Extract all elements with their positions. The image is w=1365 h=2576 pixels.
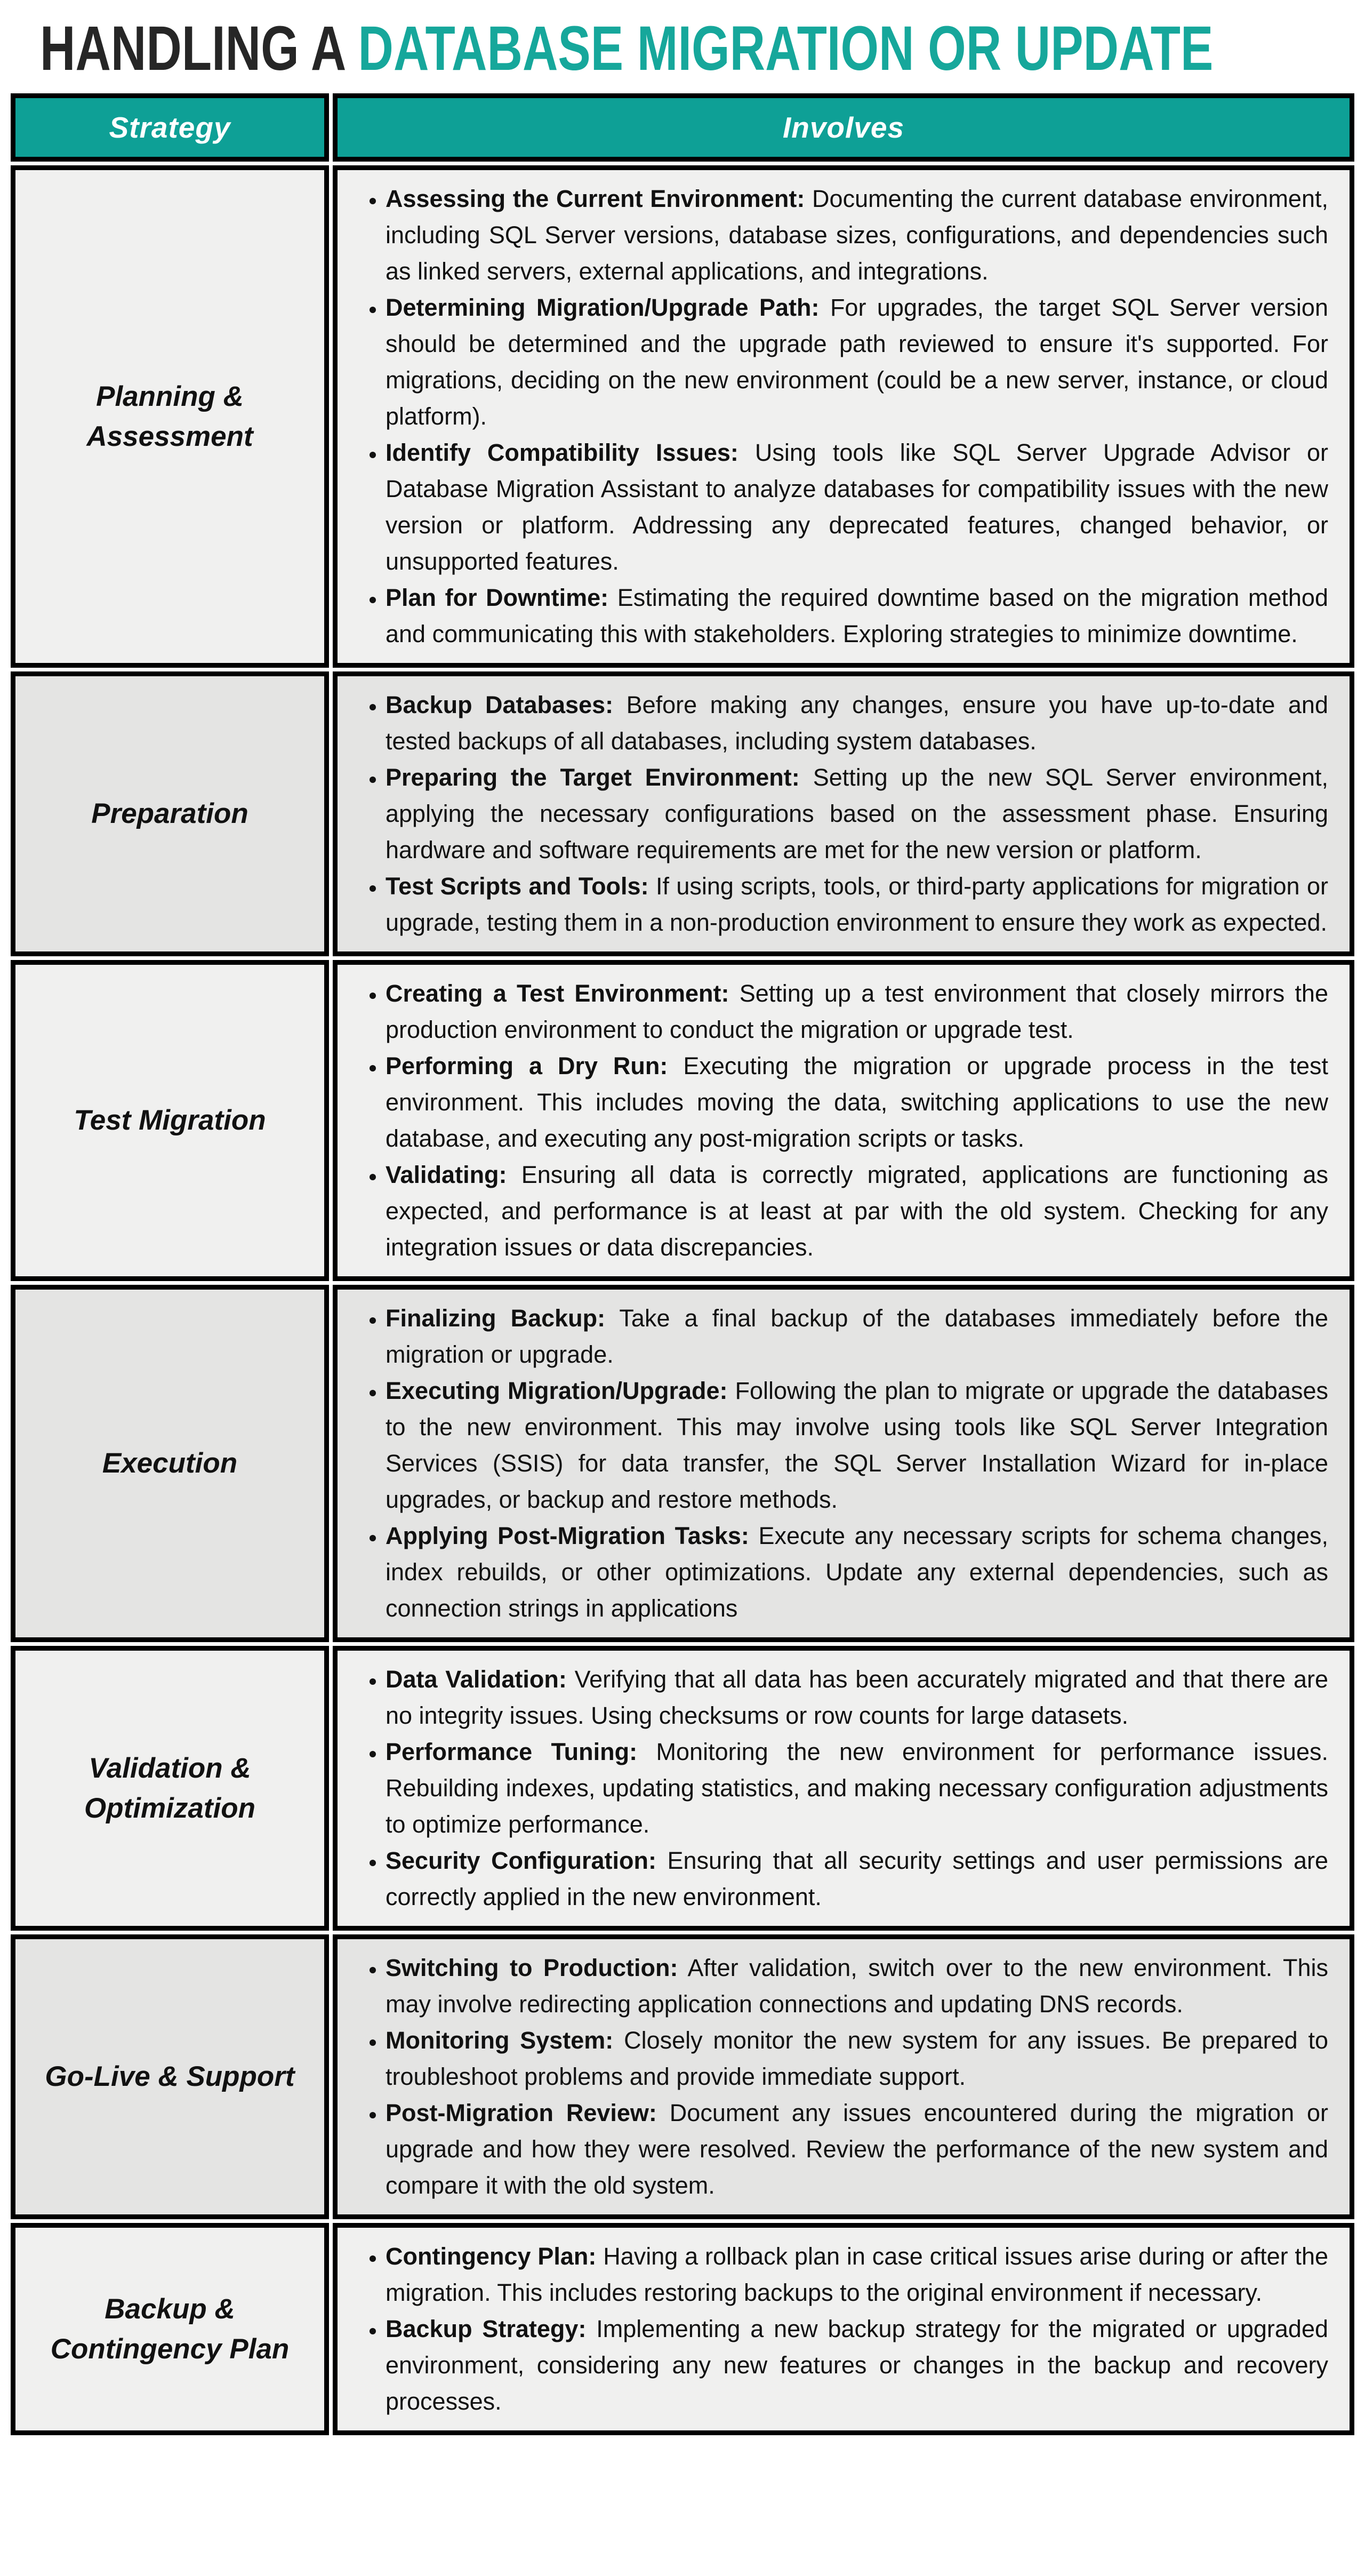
item-text: Ensuring all data is correctly migrated, applications are functioning as expected, and performance is at least at par with the old system. Checking for any integration issues or data discrepancies. bbox=[386, 1161, 1328, 1261]
table-row-execution bbox=[11, 1285, 1354, 1642]
involves-cell bbox=[333, 671, 1354, 956]
item-label: Preparing the Target Environment: bbox=[386, 763, 800, 791]
list-item bbox=[386, 1373, 1328, 1518]
column-header-strategy: Strategy bbox=[11, 93, 329, 162]
strategy-cell: Preparation bbox=[11, 671, 329, 956]
involves-list bbox=[352, 2238, 1328, 2420]
item-label: Plan for Downtime: bbox=[386, 583, 609, 611]
list-item bbox=[386, 2022, 1328, 2095]
strategy-cell: Go-Live & Support bbox=[11, 1934, 329, 2219]
column-header-involves: Involves bbox=[333, 93, 1354, 162]
list-item bbox=[386, 1734, 1328, 1843]
item-text: Estimating the required downtime based on the migration method and communicating this with stakeholders. Exploring strategies to minimize downtime. bbox=[386, 583, 1328, 647]
strategy-cell: Backup & Contingency Plan bbox=[11, 2223, 329, 2435]
involves-cell bbox=[333, 1934, 1354, 2219]
item-label: Performing a Dry Run: bbox=[386, 1052, 668, 1079]
strategy-cell: Test Migration bbox=[11, 960, 329, 1281]
item-text: Implementing a new backup strategy for the migrated or upgraded environment, considering any new features or changes in the backup and recovery processes. bbox=[386, 2315, 1328, 2415]
page-title-highlight: DATABASE MIGRATION OR UPDATE bbox=[358, 13, 1214, 84]
strategy-cell: Execution bbox=[11, 1285, 329, 1642]
involves-list bbox=[352, 975, 1328, 1266]
item-text: Take a final backup of the databases immediately before the migration or upgrade. bbox=[386, 1304, 1328, 1368]
involves-cell bbox=[333, 165, 1354, 668]
item-label: Identify Compatibility Issues: bbox=[386, 438, 738, 466]
item-text: Setting up a test environment that closely mirrors the production environment to conduct the migration or upgrade test. bbox=[386, 979, 1328, 1043]
list-item bbox=[386, 1048, 1328, 1157]
item-text: Using tools like SQL Server Upgrade Advisor or Database Migration Assistant to analyze databases for compatibility issues with the new version or platform. Addressing any deprecated features, changed behavior, or unsupported features. bbox=[386, 438, 1328, 575]
involves-list bbox=[352, 1661, 1328, 1915]
list-item bbox=[386, 868, 1328, 941]
item-label: Test Scripts and Tools: bbox=[386, 872, 649, 900]
list-item bbox=[386, 181, 1328, 290]
item-label: Finalizing Backup: bbox=[386, 1304, 606, 1332]
table-row-planning-assessment bbox=[11, 165, 1354, 668]
list-item bbox=[386, 759, 1328, 868]
list-item bbox=[386, 2311, 1328, 2420]
list-item bbox=[386, 1518, 1328, 1627]
item-text: After validation, switch over to the new environment. This may involve redirecting application connections and updating DNS records. bbox=[386, 1954, 1328, 2018]
list-item bbox=[386, 1661, 1328, 1734]
page-title-prefix: HANDLING A bbox=[40, 13, 358, 84]
item-label: Post-Migration Review: bbox=[386, 2099, 657, 2126]
item-text: Following the plan to migrate or upgrade the databases to the new environment. This may involve using tools like SQL Server Integration Services (SSIS) for data transfer, the SQL Server Installation Wizard for in-place upgrades, or backup and restore methods. bbox=[386, 1377, 1328, 1513]
item-text: Before making any changes, ensure you have up-to-date and tested backups of all databases, including system databases. bbox=[386, 691, 1328, 755]
list-item bbox=[386, 1157, 1328, 1266]
list-item bbox=[386, 2095, 1328, 2204]
involves-cell bbox=[333, 1646, 1354, 1931]
item-label: Data Validation: bbox=[386, 1665, 567, 1693]
item-text: Having a rollback plan in case critical issues arise during or after the migration. This includes restoring backups to the original environment if necessary. bbox=[386, 2242, 1328, 2306]
item-label: Applying Post-Migration Tasks: bbox=[386, 1522, 749, 1549]
table-row-preparation bbox=[11, 671, 1354, 956]
item-label: Executing Migration/Upgrade: bbox=[386, 1377, 728, 1404]
item-label: Monitoring System: bbox=[386, 2026, 614, 2054]
item-label: Validating: bbox=[386, 1161, 507, 1188]
item-label: Creating a Test Environment: bbox=[386, 979, 729, 1007]
involves-list bbox=[352, 1300, 1328, 1627]
item-text: Document any issues encountered during the migration or upgrade and how they were resolved. Review the performance of the new system and compare it with the old system. bbox=[386, 2099, 1328, 2199]
involves-cell bbox=[333, 960, 1354, 1281]
table-row-test-migration bbox=[11, 960, 1354, 1281]
strategy-table bbox=[7, 90, 1358, 2439]
header-row bbox=[11, 93, 1354, 162]
item-label: Switching to Production: bbox=[386, 1954, 678, 1981]
table-row-backup-contingency bbox=[11, 2223, 1354, 2435]
involves-list bbox=[352, 687, 1328, 941]
list-item bbox=[386, 975, 1328, 1048]
item-text: Documenting the current database environment, including SQL Server versions, database sizes, configurations, and dependencies such as linked servers, external applications, and integrations. bbox=[386, 185, 1328, 285]
list-item bbox=[386, 1300, 1328, 1373]
item-text: Monitoring the new environment for performance issues. Rebuilding indexes, updating statistics, and making necessary configuration adjustments to optimize performance. bbox=[386, 1738, 1328, 1838]
strategy-cell: Planning & Assessment bbox=[11, 165, 329, 668]
item-text: Ensuring that all security settings and user permissions are correctly applied in the new environment. bbox=[386, 1846, 1328, 1910]
item-label: Performance Tuning: bbox=[386, 1738, 638, 1765]
involves-list bbox=[352, 1950, 1328, 2204]
list-item bbox=[386, 290, 1328, 435]
list-item bbox=[386, 687, 1328, 759]
involves-cell bbox=[333, 2223, 1354, 2435]
item-text: For upgrades, the target SQL Server version should be determined and the upgrade path reviewed to ensure it's supported. For migrations, deciding on the new environment (could be a new server, instance, or cloud platform). bbox=[386, 293, 1328, 430]
item-text: Closely monitor the new system for any issues. Be prepared to troubleshoot problems and provide immediate support. bbox=[386, 2026, 1328, 2090]
item-text: If using scripts, tools, or third-party applications for migration or upgrade, testing them in a non-production environment to ensure they work as expected. bbox=[386, 872, 1328, 936]
item-label: Backup Strategy: bbox=[386, 2315, 587, 2342]
item-text: Verifying that all data has been accurately migrated and that there are no integrity issues. Using checksums or row counts for large datasets. bbox=[386, 1665, 1328, 1729]
item-text: Executing the migration or upgrade process in the test environment. This includes moving the data, switching applications to use the new database, and executing any post-migration scripts or tasks. bbox=[386, 1052, 1328, 1152]
item-text: Setting up the new SQL Server environment, applying the necessary configurations based on the assessment phase. Ensuring hardware and software requirements are met for the new version or platform. bbox=[386, 763, 1328, 863]
item-label: Determining Migration/Upgrade Path: bbox=[386, 293, 820, 321]
list-item bbox=[386, 1950, 1328, 2022]
table-row-golive-support bbox=[11, 1934, 1354, 2219]
item-label: Assessing the Current Environment: bbox=[386, 185, 805, 212]
page-title bbox=[40, 13, 1214, 84]
list-item bbox=[386, 2238, 1328, 2311]
list-item bbox=[386, 435, 1328, 580]
strategy-cell: Validation & Optimization bbox=[11, 1646, 329, 1931]
item-text: Execute any necessary scripts for schema changes, index rebuilds, or other optimizations. Update any external dependencies, such as connection strings in applications bbox=[386, 1522, 1328, 1622]
involves-cell bbox=[333, 1285, 1354, 1642]
item-label: Backup Databases: bbox=[386, 691, 614, 718]
table-row-validation-optimization bbox=[11, 1646, 1354, 1931]
item-label: Contingency Plan: bbox=[386, 2242, 597, 2270]
list-item bbox=[386, 580, 1328, 652]
involves-list bbox=[352, 181, 1328, 652]
list-item bbox=[386, 1843, 1328, 1915]
item-label: Security Configuration: bbox=[386, 1846, 657, 1874]
